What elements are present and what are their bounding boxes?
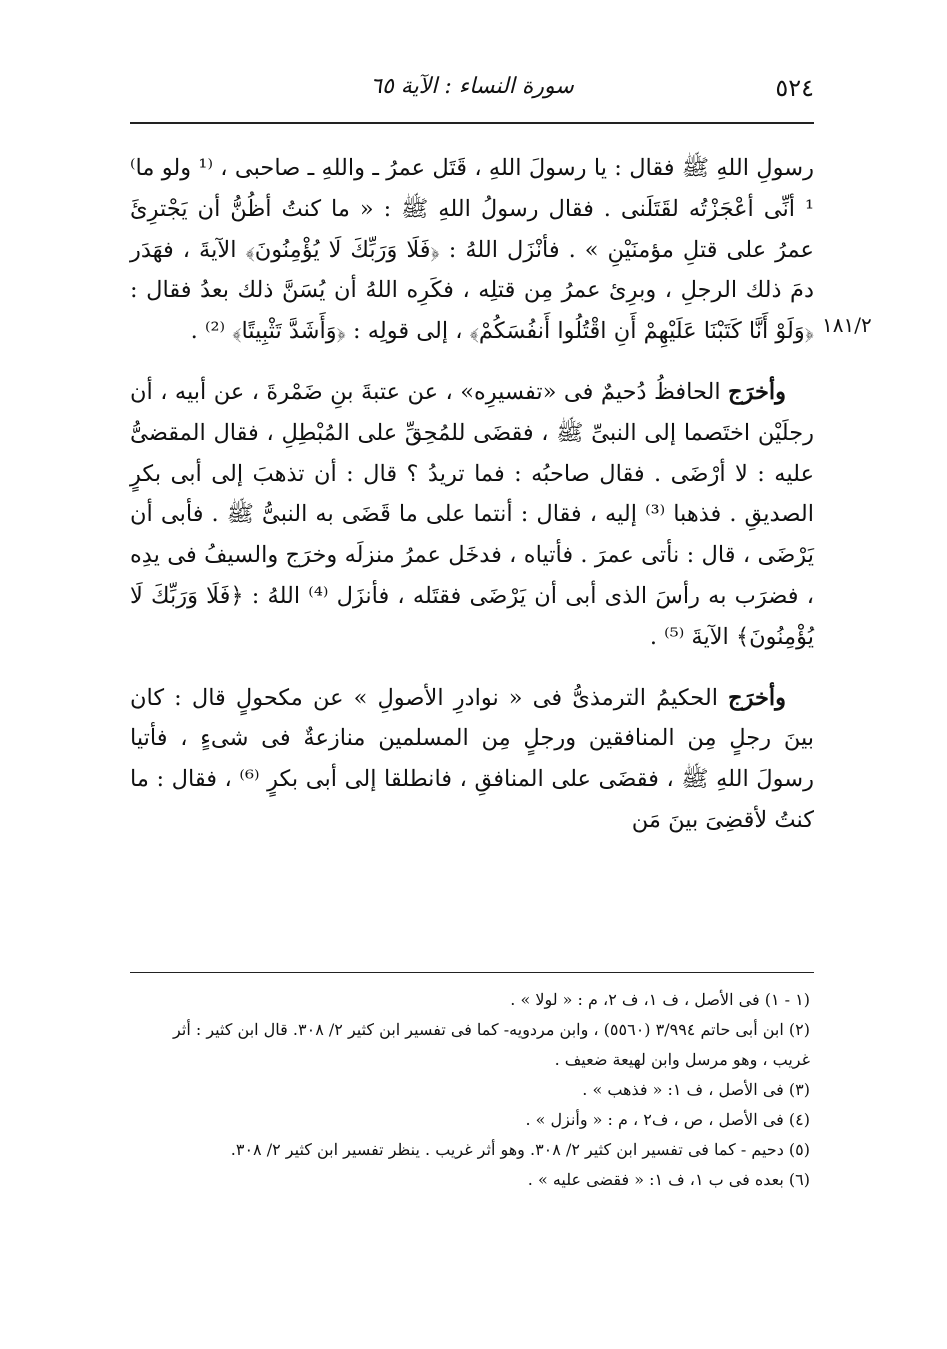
- running-title: سورة النساء : الآية ٦٥: [370, 74, 574, 99]
- footnote-6: (٦) بعده فى ب ١، ف ١: « فقضى عليه » .: [527, 1170, 810, 1189]
- paragraph-3-text: الحكيمُ الترمذىُّ فى « نوادرِ الأصولِ » عن مكحولٍ قال : كان بينَ رجلٍ مِن المنافقين ورجلٍ مِن المسلمين منازعةٌ فى شىءٍ ، فأتيا رسولَ اللهِ ﷺ ، فقضَى على المنافقِ ، فانطلقا إلى أبى بكرٍ ⁽⁶⁾ ، فقال : ما كنتُ لأقضِىَ بينَ مَن: [130, 684, 814, 833]
- paragraph-3: [130, 678, 814, 841]
- footnote-1: (١ - ١) فى الأصل ، ف ١، ف ٢، م : « لولا » .: [510, 990, 810, 1009]
- paragraph-2-lead: وأخرَج: [728, 378, 786, 405]
- main-text: [130, 148, 814, 861]
- paragraph-2-text: الحافظُ دُحيمٌ فى «تفسيرِه» ، عن عتبةَ بنِ ضَمْرةَ ، عن أبيه ، أن رجلَيْن اختَصما إلى النبىِّ ﷺ ، فقضَى للمُحِقِّ على المُبْطِلِ ، فقال المقضىُّ عليه : لا أرْضَى . فقال صاحبُه : فما تريدُ ؟ قال : أن تذهبَ إلى أبى بكرٍ الصديقِ . فذهبا ⁽³⁾ إليه ، فقال : أنتما على ما قَضَى به النبىُّ ﷺ . فأبى أن يَرْضَى ، قال : نأتى عمرَ . فأتياه ، فدخَل عمرُ منزلَه وخرَج والسيفُ فى يدِه ، فضرَب به رأسَ الذى أبى أن يَرْضَى فقتَله ، فأنزَل ⁽⁴⁾ اللهُ : ﴿فَلَا وَرَبِّكَ لَا يُؤْمِنُونَ﴾ الآيةَ ⁽⁵⁾ .: [130, 378, 814, 650]
- paragraph-2: [130, 372, 814, 658]
- paragraph-1: [130, 148, 814, 352]
- footnote-5: (٥) دحيم - كما فى تفسير ابن كثير ٢/ ٣٠٨. وهو أثر غريب . ينظر تفسير ابن كثير ٢/ ٣٠٨.: [230, 1140, 810, 1159]
- page-header: [130, 72, 814, 112]
- paragraph-1-text: رسولِ اللهِ ﷺ فقال : يا رسولَ اللهِ ، قَتَل عمرُ ـ واللهِ ـ صاحبى ، ⁽¹ ولو ما⁾¹ أنِّى أعْجَزْتُه لقَتَلَنى . فقال رسولُ اللهِ ﷺ : « ما كنتُ أظُنُّ أن يَجْترِئَ عمرُ على قتلِ مؤمنَيْنِ » . فأنْزَل اللهُ : ﴿فَلَا وَرَبِّكَ لَا يُؤْمِنُونَ﴾ الآيةَ ، فهَدَر دمَ ذلك الرجلِ ، وبرِئ عمرُ مِن قتلِه ، فكَرِه اللهُ أن يُسَنَّ ذلك بعدُ فقال : ﴿وَلَوْ أَنَّا كَتَبْنَا عَلَيْهِمْ أَنِ اقْتُلُوا أَنفُسَكُمْ﴾ ، إلى قولِه : ﴿وَأَشَدَّ تَثْبِيتًا﴾ ⁽²⁾ .: [130, 155, 814, 345]
- footnote-3: (٣) فى الأصل ، ف ١: « فذهب » .: [582, 1080, 810, 1099]
- volume-page-marker: ١٨١/٢: [822, 313, 872, 337]
- footnote-rule: [130, 972, 814, 973]
- footnote-4: (٤) فى الأصل ، ص ، ف٢ ، م : « وأنزل » .: [525, 1110, 810, 1129]
- paragraph-3-lead: وأخرَج: [728, 684, 786, 711]
- header-rule: [130, 122, 814, 124]
- footnote-2: (٢) ابن أبى حاتم ٣/٩٩٤ (٥٥٦٠) ، وابن مردويه- كما فى تفسير ابن كثير ٢/ ٣٠٨. قال ابن كثير : أثر غريب ، وهو مرسل وابن لهيعة ضعيف .: [173, 1020, 810, 1069]
- footnotes: [150, 985, 810, 1195]
- page-number: ٥٢٤: [775, 74, 814, 102]
